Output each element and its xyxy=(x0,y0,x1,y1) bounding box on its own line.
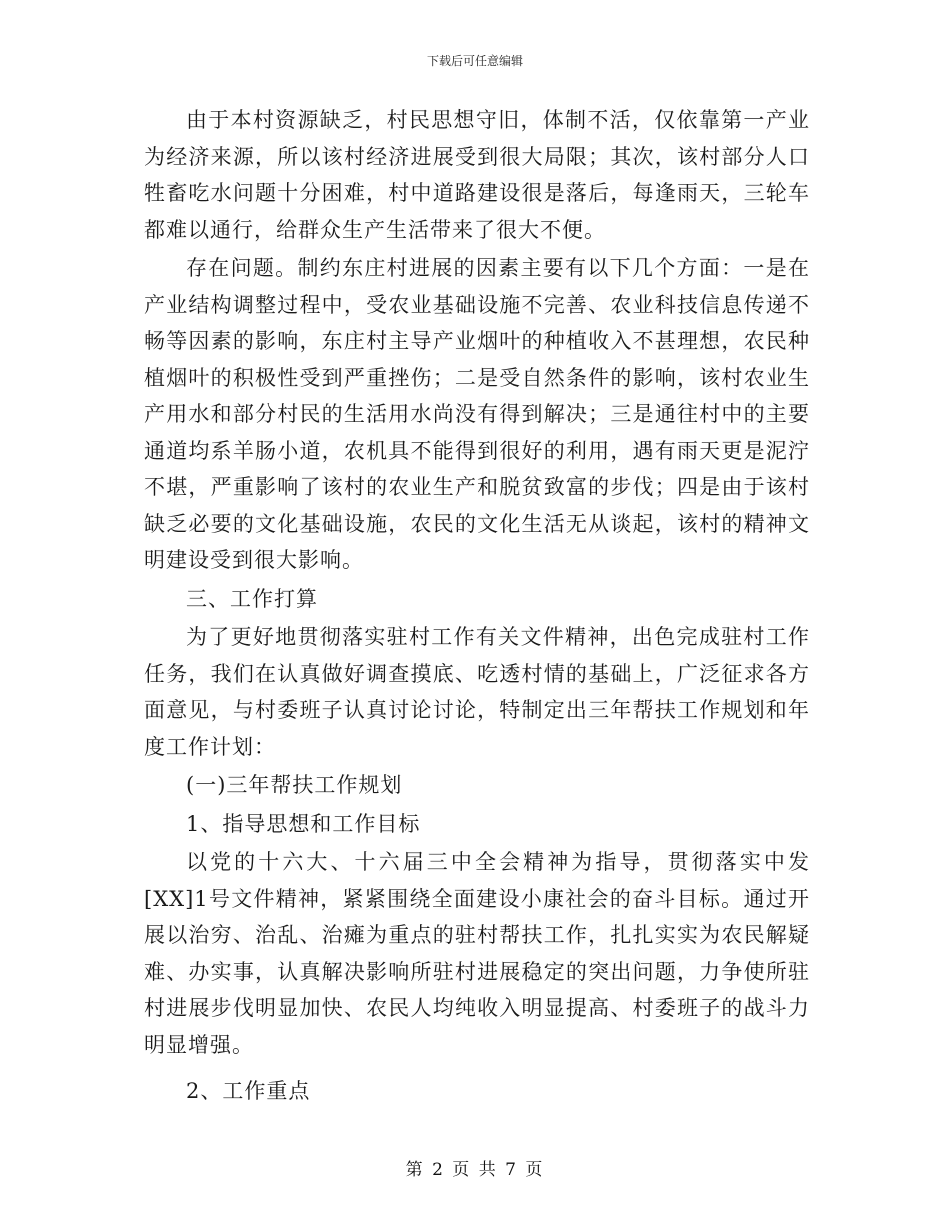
document-body xyxy=(144,102,810,1110)
paragraph-problems: 存在问题。制约东庄村进展的因素主要有以下几个方面：一是在产业结构调整过程中，受农业基础设施不完善、农业科技信息传递不畅等因素的影响，东庄村主导产业烟叶的种植收入不甚理想，农民种植烟叶的积极性受到严重挫伤；二是受自然条件的影响，该村农业生产用水和部分村民的生活用水尚没有得到解决；三是通往村中的主要通道均系羊肠小道，农机具不能得到很好的利用，遇有雨天更是泥泞不堪，严重影响了该村的农业生产和脱贫致富的步伐；四是由于该村缺乏必要的文化基础设施，农民的文化生活无从谈起，该村的精神文明建设受到很大影响。 xyxy=(144,256,810,572)
item-heading-work-focus: 2、工作重点 xyxy=(186,1079,311,1103)
item-heading-guiding-ideology: 1、指导思想和工作目标 xyxy=(186,811,421,836)
subsection-heading-three-year-plan: (一)三年帮扶工作规划 xyxy=(186,773,403,797)
paragraph-plan-intro: 为了更好地贯彻落实驻村工作有关文件精神，出色完成驻村工作任务，我们在认真做好调查摸底、吃透村情的基础上，广泛征求各方面意见，与村委班子认真讨论讨论，特制定出三年帮扶工作规划和年度工作计划： xyxy=(144,625,810,759)
page-footer-number: 第 2 页 共 7 页 xyxy=(405,1160,545,1180)
page-header-note: 下载后可任意编辑 xyxy=(426,54,523,68)
paragraph-guiding-ideology: 以党的十六大、十六届三中全会精神为指导，贯彻落实中发[XX]1号文件精神，紧紧围绕全面建设小康社会的奋斗目标。通过开展以治穷、治乱、治瘫为重点的驻村帮扶工作，扎扎实实为农民解疑难、办实事，认真解决影响所驻村进展稳定的突出问题，力争使所驻村进展步伐明显加快、农民人均纯收入明显提高、村委班子的战斗力明显增强。 xyxy=(144,850,810,1057)
section-heading-work-plan: 三、工作打算 xyxy=(186,586,318,611)
paragraph-resources: 由于本村资源缺乏，村民思想守旧，体制不活，仅依靠第一产业为经济来源，所以该村经济进展受到很大局限；其次，该村部分人口牲畜吃水问题十分困难，村中道路建设很是落后，每逢雨天，三轮车都难以通行，给群众生产生活带来了很大不便。 xyxy=(144,108,810,242)
